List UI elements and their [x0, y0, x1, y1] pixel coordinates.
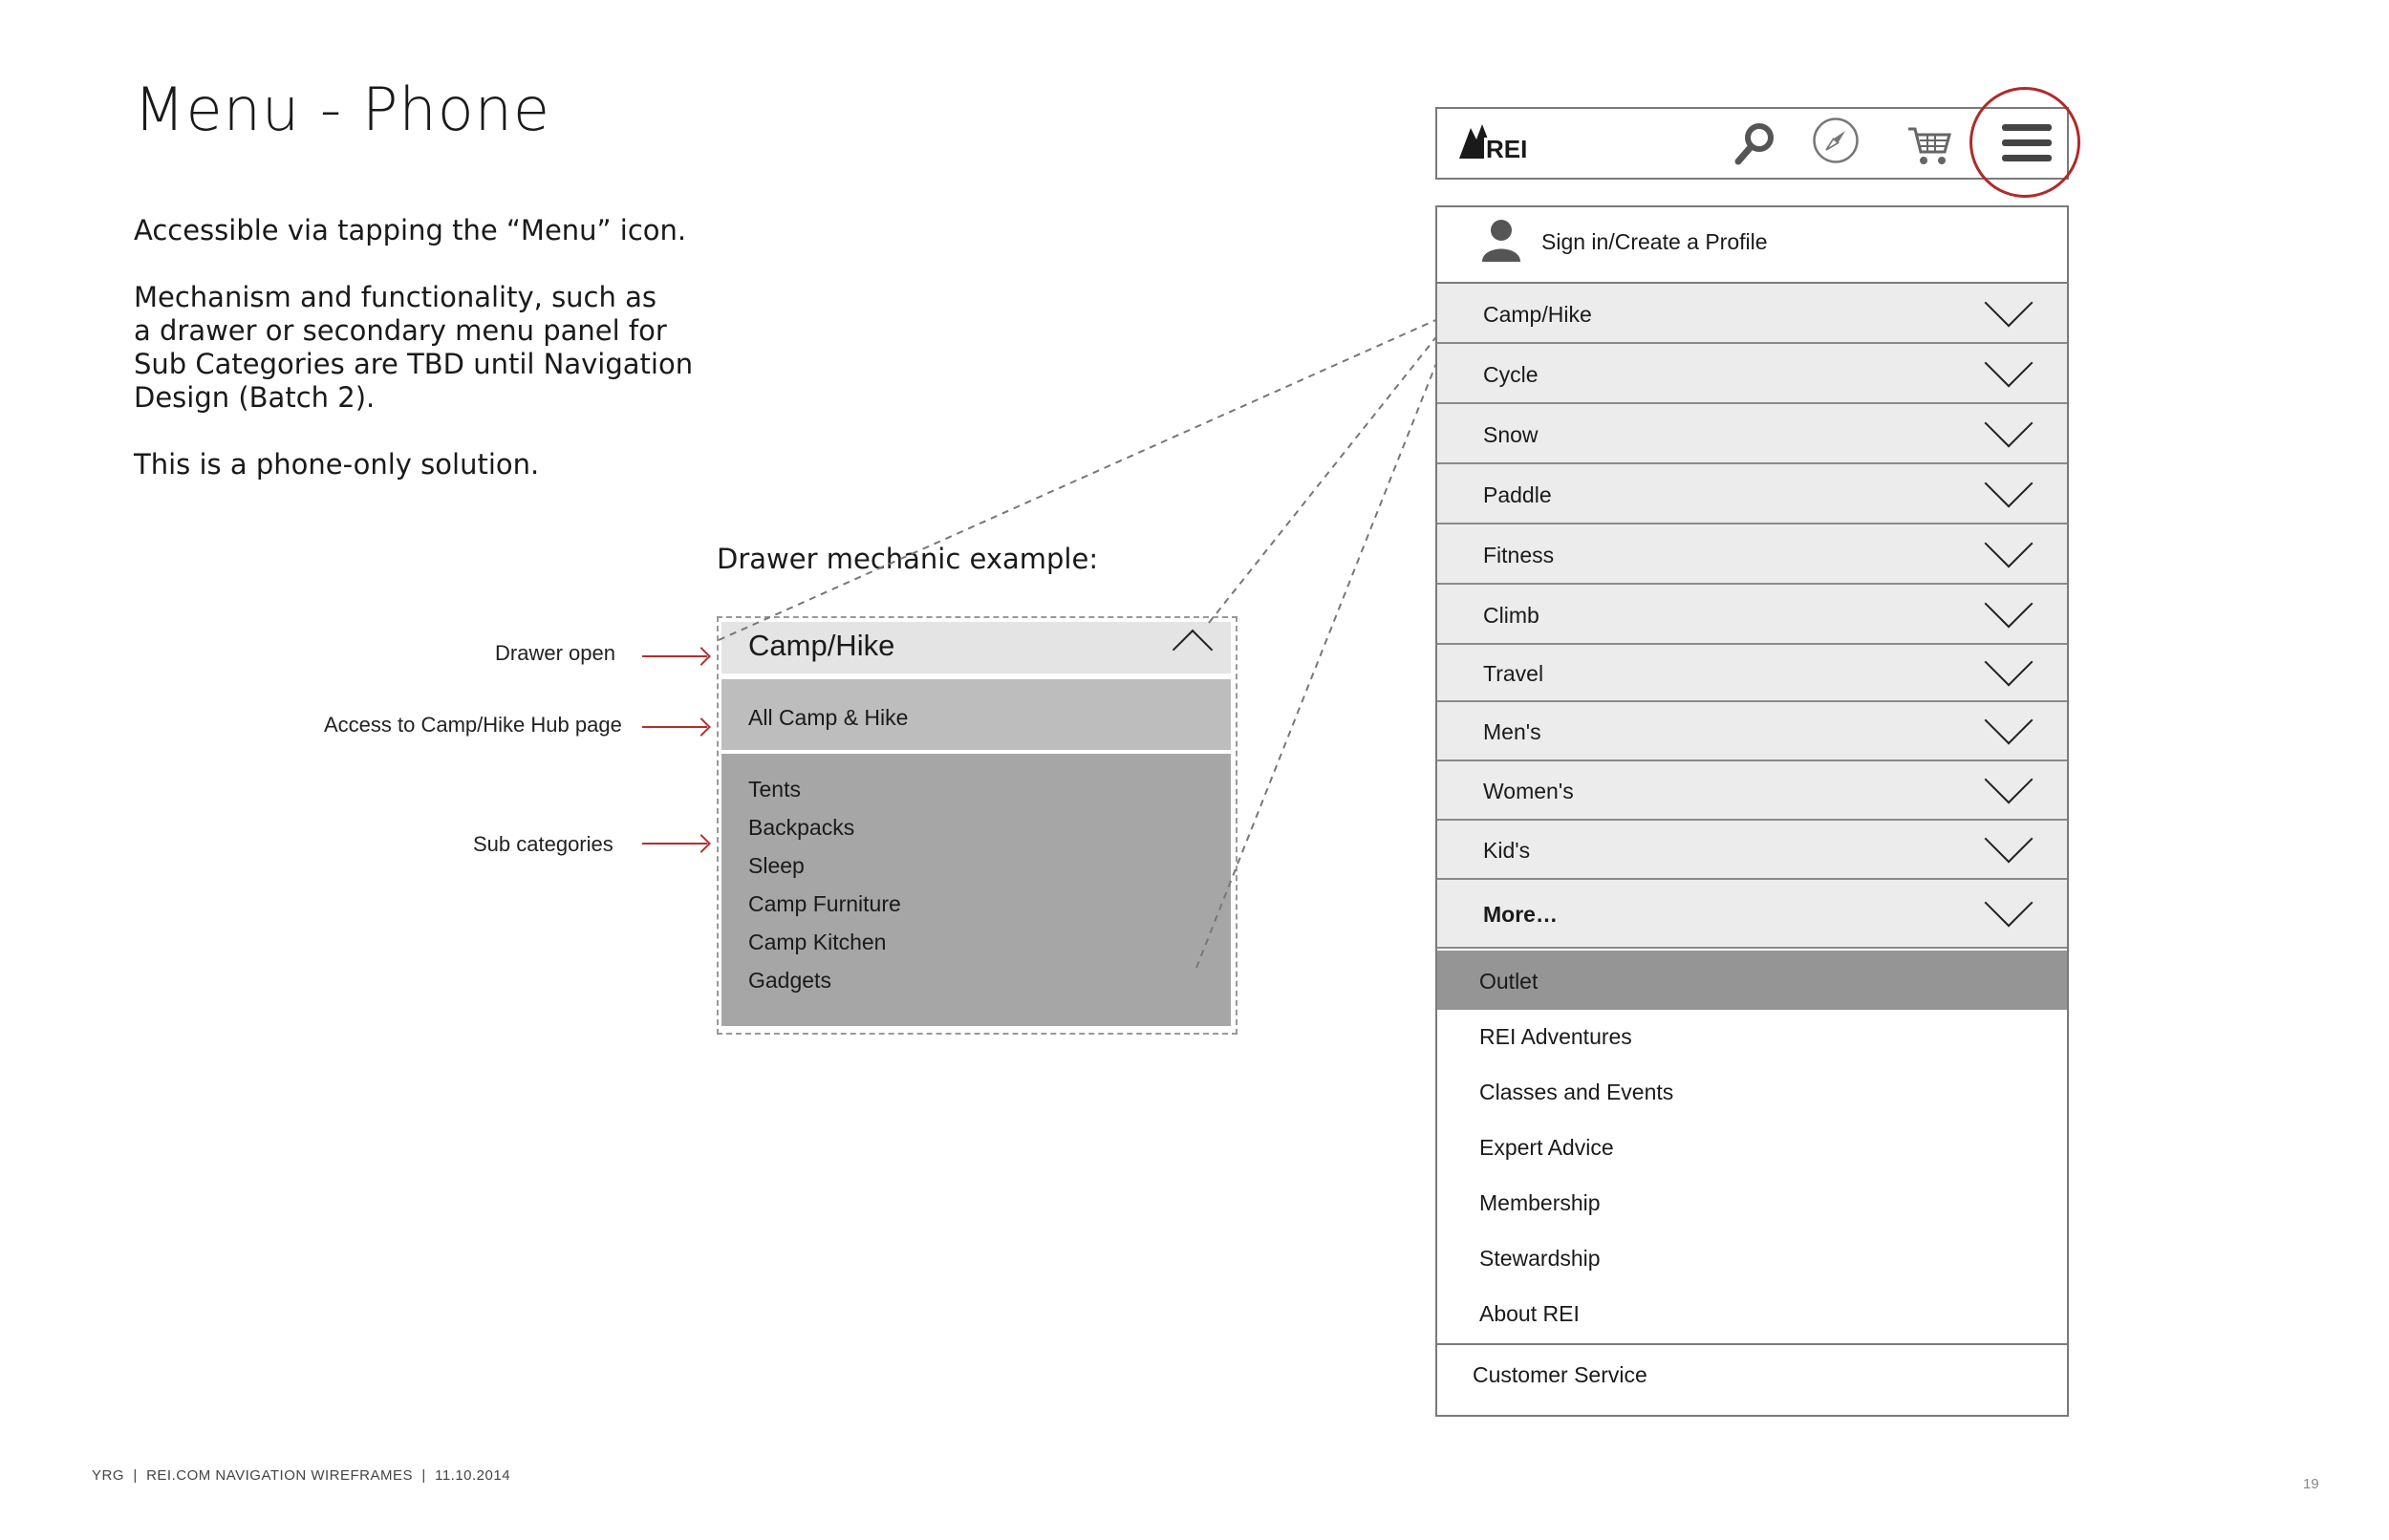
- category-label: Camp/Hike: [1483, 301, 1592, 327]
- description-para2-line: Mechanism and functionality, such as: [134, 281, 656, 313]
- drawer-sub-item[interactable]: Sleep: [748, 853, 805, 878]
- drawer-sub-item[interactable]: Gadgets: [748, 968, 831, 993]
- connector-line: [719, 310, 1457, 640]
- drawer-header-label: Camp/Hike: [748, 629, 895, 662]
- page-number: 19: [2303, 1476, 2319, 1492]
- page-title: Menu - Phone: [134, 75, 551, 144]
- footer-text: YRG | REI.COM NAVIGATION WIREFRAMES | 11.10.2014: [92, 1467, 511, 1484]
- compass-icon[interactable]: [1812, 117, 1860, 164]
- description-line-3: This is a phone-only solution.: [134, 448, 540, 481]
- category-label: Fitness: [1483, 542, 1555, 567]
- category-row[interactable]: [1437, 821, 2067, 880]
- menu-link[interactable]: Membership: [1479, 1190, 1601, 1215]
- annotation-sub-categories: Sub categories: [473, 832, 613, 856]
- hamburger-highlight-circle: [1969, 87, 2080, 198]
- menu-link[interactable]: About REI: [1479, 1301, 1580, 1326]
- description-para2-line: Sub Categories are TBD until Navigation: [134, 348, 694, 380]
- drawer-sub-item[interactable]: Tents: [748, 777, 801, 802]
- drawer-sub-item[interactable]: Backpacks: [748, 815, 855, 840]
- description-para2-line: a drawer or secondary menu panel for: [134, 314, 667, 347]
- drawer-sub-item[interactable]: Camp Furniture: [748, 891, 901, 916]
- annotation-drawer-open: Drawer open: [495, 641, 615, 665]
- drawer-hub-label: All Camp & Hike: [748, 705, 909, 730]
- category-label: Cycle: [1483, 361, 1539, 387]
- description-line-1: Accessible via tapping the “Menu” icon.: [134, 214, 687, 246]
- category-label: More…: [1483, 902, 1558, 927]
- user-icon: [1479, 218, 1523, 262]
- description-para2-line: Design (Batch 2).: [134, 381, 376, 414]
- logo-text: REI: [1486, 135, 1528, 163]
- category-label: Men's: [1483, 719, 1541, 744]
- search-icon[interactable]: [1731, 120, 1778, 168]
- connector-line: [1209, 310, 1457, 623]
- menu-link[interactable]: Classes and Events: [1479, 1080, 1674, 1104]
- category-label: Snow: [1483, 421, 1539, 447]
- cart-icon[interactable]: [1906, 122, 1954, 170]
- menu-link[interactable]: Expert Advice: [1479, 1135, 1614, 1160]
- customer-service-link[interactable]: Customer Service: [1473, 1362, 1647, 1387]
- category-label: Climb: [1483, 602, 1539, 628]
- category-label: Travel: [1483, 661, 1544, 686]
- drawer-example-heading: Drawer mechanic example:: [717, 543, 1099, 575]
- category-label: Women's: [1483, 779, 1574, 803]
- menu-link[interactable]: Stewardship: [1479, 1246, 1601, 1271]
- category-label: Paddle: [1483, 481, 1552, 507]
- rei-logo[interactable]: [1457, 118, 1543, 166]
- category-label: Kid's: [1483, 838, 1531, 863]
- annotation-hub-access: Access to Camp/Hike Hub page: [324, 713, 622, 737]
- drawer-sub-item[interactable]: Camp Kitchen: [748, 930, 887, 954]
- menu-link-outlet[interactable]: Outlet: [1479, 969, 1539, 994]
- signin-label: Sign in/Create a Profile: [1541, 229, 1768, 254]
- divider: [1437, 1343, 2067, 1345]
- menu-link[interactable]: REI Adventures: [1479, 1024, 1632, 1049]
- connector-line: [1196, 310, 1457, 968]
